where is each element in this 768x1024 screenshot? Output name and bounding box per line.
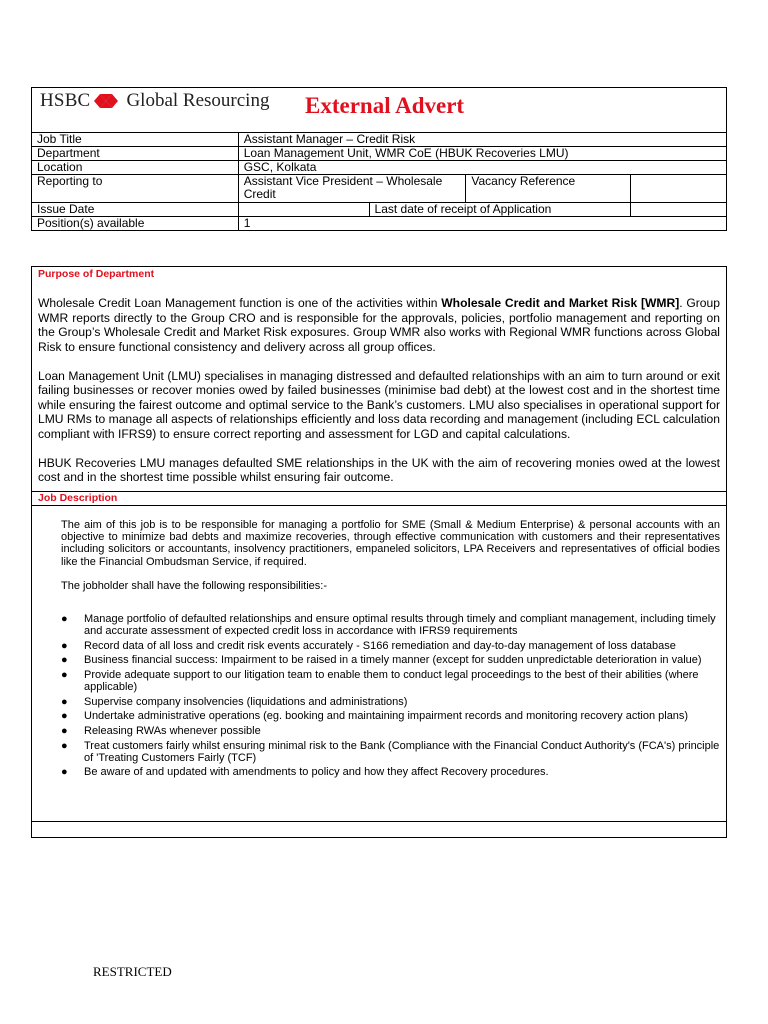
list-item xyxy=(61,669,720,693)
list-item-text: Record data of all loss and credit risk events accurately - S166 remediation and day-to-day management of loss database xyxy=(84,639,676,652)
list-item xyxy=(61,710,720,722)
list-item xyxy=(61,654,720,666)
table-row xyxy=(32,161,727,175)
list-item-text: Be aware of and updated with amendments to policy and how they affect Recovery procedures. xyxy=(84,766,549,779)
reporting-label: Reporting to xyxy=(32,175,239,203)
list-item xyxy=(61,640,720,652)
purpose-paragraph-3: HBUK Recoveries LMU manages defaulted SME relationships in the UK with the aim of recovering monies owed at the lowest cost and in the shortest time possible whilst ensuring fair outcome. xyxy=(38,455,720,484)
purpose-p1-start: Wholesale Credit Loan Management function is one of the activities within xyxy=(38,296,442,310)
hsbc-hexagon-icon xyxy=(94,94,118,108)
list-item xyxy=(61,725,720,737)
bullet-icon: ● xyxy=(61,710,68,723)
hsbc-logo xyxy=(40,89,269,113)
department-label: Department xyxy=(32,147,239,161)
divider xyxy=(31,505,727,506)
job-description-heading: Job Description xyxy=(38,492,118,504)
classification-label: RESTRICTED xyxy=(93,964,172,979)
purpose-paragraph-2: Loan Management Unit (LMU) specialises in managing distressed and defaulted relationships with an aim to turn around or exit failing businesses or recover monies owed by failed businesses (minimise bad debt) at the lowest cost and in the shortest time while ensuring the fairest outcome and optimal service to the Bank’s customers. LMU also specialises in operational support for LMU RMs to manage all aspects of relationships efficiently and loss data recording and management (including ECL calculation compliant with IFRS9) to ensure correct reporting and assessment for LGD and capital calculations. xyxy=(38,368,720,441)
list-item xyxy=(61,740,720,764)
location-value: GSC, Kolkata xyxy=(238,161,726,175)
department-value: Loan Management Unit, WMR CoE (HBUK Recoveries LMU) xyxy=(238,147,726,161)
divider xyxy=(31,821,727,822)
table-row xyxy=(32,217,727,231)
responsibilities-list xyxy=(61,613,720,781)
list-item xyxy=(61,696,720,708)
purpose-body xyxy=(38,296,720,499)
bullet-icon: ● xyxy=(61,739,68,752)
table-row xyxy=(32,147,727,161)
last-date-label: Last date of receipt of Application xyxy=(369,203,631,217)
job-title-label: Job Title xyxy=(32,133,239,147)
job-info-table xyxy=(31,132,727,231)
list-item xyxy=(61,613,720,637)
list-item-text: Business financial success: Impairment to be raised in a timely manner (except for sudden unpredictable deterioration in value) xyxy=(84,654,702,667)
table-row xyxy=(32,175,727,203)
bullet-icon: ● xyxy=(61,654,68,667)
vacancy-reference-label: Vacancy Reference xyxy=(466,175,631,203)
location-label: Location xyxy=(32,161,239,175)
bullet-icon: ● xyxy=(61,613,68,625)
bullet-icon: ● xyxy=(61,639,68,652)
job-description-intro xyxy=(61,519,720,604)
bullet-icon: ● xyxy=(61,668,68,681)
positions-label: Position(s) available xyxy=(32,217,239,231)
job-aim-paragraph: The aim of this job is to be responsible for managing a portfolio for SME (Small & Medium Enterprise) & personal accounts with an objective to minimize bad debts and maximize recoveries, through effective communication with customers and their representatives including solicitors or accountants, insolvency practitioners, empaneled solicitors, LPA Receivers and representatives of official bodies like the Financial Ombudsman Service, if required. xyxy=(61,519,720,568)
reporting-value: Assistant Vice President – Wholesale Credit xyxy=(238,175,466,203)
purpose-heading: Purpose of Department xyxy=(38,268,155,280)
list-item-text: Releasing RWAs whenever possible xyxy=(84,724,261,737)
responsibilities-intro: The jobholder shall have the following responsibilities:- xyxy=(61,579,327,592)
last-date-value xyxy=(631,203,727,217)
list-item-text: Treat customers fairly whilst ensuring minimal risk to the Bank (Compliance with the Financial Conduct Authority's (FCA's) principle of 'Treating Customers Fairly (TCF) xyxy=(84,739,720,764)
list-item-text: Manage portfolio of defaulted relationships and ensure optimal results through timely and compliant management, including timely and accurate assessment of expected credit loss in accordance with IFRS9 requirements xyxy=(84,613,716,638)
logo-global-resourcing-text: Global Resourcing xyxy=(126,90,270,111)
bullet-icon: ● xyxy=(61,724,68,737)
table-row xyxy=(32,203,727,217)
list-item-text: Provide adequate support to our litigation team to enable them to conduct legal proceedings to the best of their abilities (where applicable) xyxy=(84,668,699,694)
bullet-icon: ● xyxy=(61,766,68,779)
vacancy-reference-value xyxy=(631,175,727,203)
bullet-icon: ● xyxy=(61,695,68,708)
logo-hsbc-text: HSBC xyxy=(40,90,91,111)
table-row xyxy=(32,133,727,147)
list-item-text: Supervise company insolvencies (liquidations and administrations) xyxy=(84,695,408,708)
purpose-p1-end: . Group WMR reports directly to the Group CRO and is responsible for the approvals, policies, portfolio management and reporting on the Group’s Wholesale Credit and Market Risk exposures. Group WMR also works with Regional WMR functions across Global Risk to ensure functional consistency and delivery across all group offices. xyxy=(38,296,720,354)
job-title-value: Assistant Manager – Credit Risk xyxy=(238,133,726,147)
purpose-paragraph-1 xyxy=(38,296,720,354)
list-item-text: Undertake administrative operations (eg. booking and maintaining impairment records and monitoring recovery action plans) xyxy=(84,710,689,723)
purpose-p1-bold: Wholesale Credit and Market Risk [WMR] xyxy=(441,296,680,310)
positions-value: 1 xyxy=(238,217,726,231)
list-item xyxy=(61,766,720,778)
issue-date-label: Issue Date xyxy=(32,203,239,217)
advert-title: External Advert xyxy=(305,93,465,118)
issue-date-value xyxy=(238,203,369,217)
